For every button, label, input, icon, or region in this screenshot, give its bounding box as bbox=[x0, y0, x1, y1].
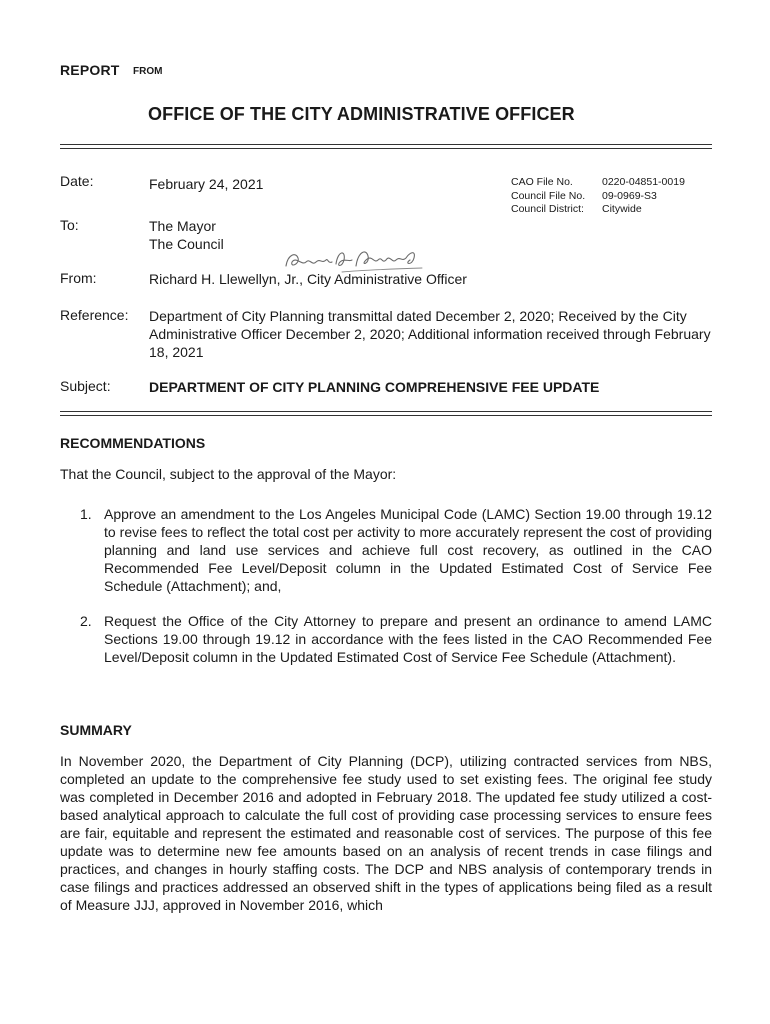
recommendation-item bbox=[60, 612, 712, 684]
recommendations-heading: RECOMMENDATIONS bbox=[60, 435, 206, 451]
council-district-value: Citywide bbox=[602, 203, 642, 215]
from-label: FROM bbox=[133, 66, 163, 77]
item-number: 2. bbox=[80, 613, 92, 629]
report-label: REPORT bbox=[60, 62, 120, 78]
subject-value: DEPARTMENT OF CITY PLANNING COMPREHENSIVE FEE UPDATE bbox=[149, 379, 600, 395]
cao-file-label: CAO File No. bbox=[511, 176, 573, 188]
header-rule bbox=[60, 144, 712, 149]
council-file-label: Council File No. bbox=[511, 190, 586, 202]
recommendations-intro: That the Council, subject to the approval of the Mayor: bbox=[60, 466, 397, 482]
item-text: Request the Office of the City Attorney to prepare and present an ordinance to amend LAMC Sections 19.00 through 19.12 in accordance with the fees listed in the CAO Recommended Fee Level/Deposit column in the Updated Estimated Cost of Service Fee Schedule (Attachment). bbox=[104, 613, 712, 665]
summary-text: In November 2020, the Department of City Planning (DCP), utilizing contracted services from NBS, completed an update to the comprehensive fee study used to set existing fees. The original fee study was completed in December 2016 and adopted in February 2018. The updated fee study utilized a cost-based analytical approach to calculate the full cost of providing case processing services to ensure fees are fair, equitable and represent the estimated and reasonable cost of services. The purpose of this fee update was to determine new fee amounts based on an analysis of recent trends in case filings and practices, and changes in hourly staffing costs. The DCP and NBS analysis of contemporary trends in case filings and practices addressed an observed shift in the types of applications being filed as a result of Measure JJJ, approved in November 2016, which bbox=[60, 753, 712, 913]
subject-label: Subject: bbox=[60, 378, 111, 394]
cao-file-value: 0220-04851-0019 bbox=[602, 176, 685, 188]
date-value: February 24, 2021 bbox=[149, 176, 264, 192]
item-text: Approve an amendment to the Los Angeles Municipal Code (LAMC) Section 19.00 through 19.12 to revise fees to reflect the total cost per activity to more accurately represent the cost of providing planning and land use services and achieve full cost recovery, as outlined in the CAO Recommended Fee Level/Deposit column in the Updated Estimated Cost of Service Fee Schedule (Attachment); and, bbox=[104, 506, 712, 594]
office-title: OFFICE OF THE CITY ADMINISTRATIVE OFFICER bbox=[148, 104, 575, 124]
summary-heading: SUMMARY bbox=[60, 722, 132, 738]
to-line-2: The Council bbox=[149, 236, 224, 252]
from-field-label: From: bbox=[60, 270, 97, 286]
council-file-value: 09-0969-S3 bbox=[602, 190, 657, 202]
item-number: 1. bbox=[80, 506, 92, 522]
council-district-label: Council District: bbox=[511, 203, 584, 215]
from-value: Richard H. Llewellyn, Jr., City Administrative Officer bbox=[149, 271, 467, 287]
to-line-1: The Mayor bbox=[149, 218, 216, 234]
reference-label: Reference: bbox=[60, 307, 129, 323]
reference-value: Department of City Planning transmittal dated December 2, 2020; Received by the City Administrative Officer December 2, 2020; Additional information received through February 18, 2021 bbox=[149, 308, 711, 360]
recommendation-item bbox=[60, 505, 712, 595]
date-label: Date: bbox=[60, 173, 94, 189]
to-label: To: bbox=[60, 217, 79, 233]
subject-rule bbox=[60, 411, 712, 416]
